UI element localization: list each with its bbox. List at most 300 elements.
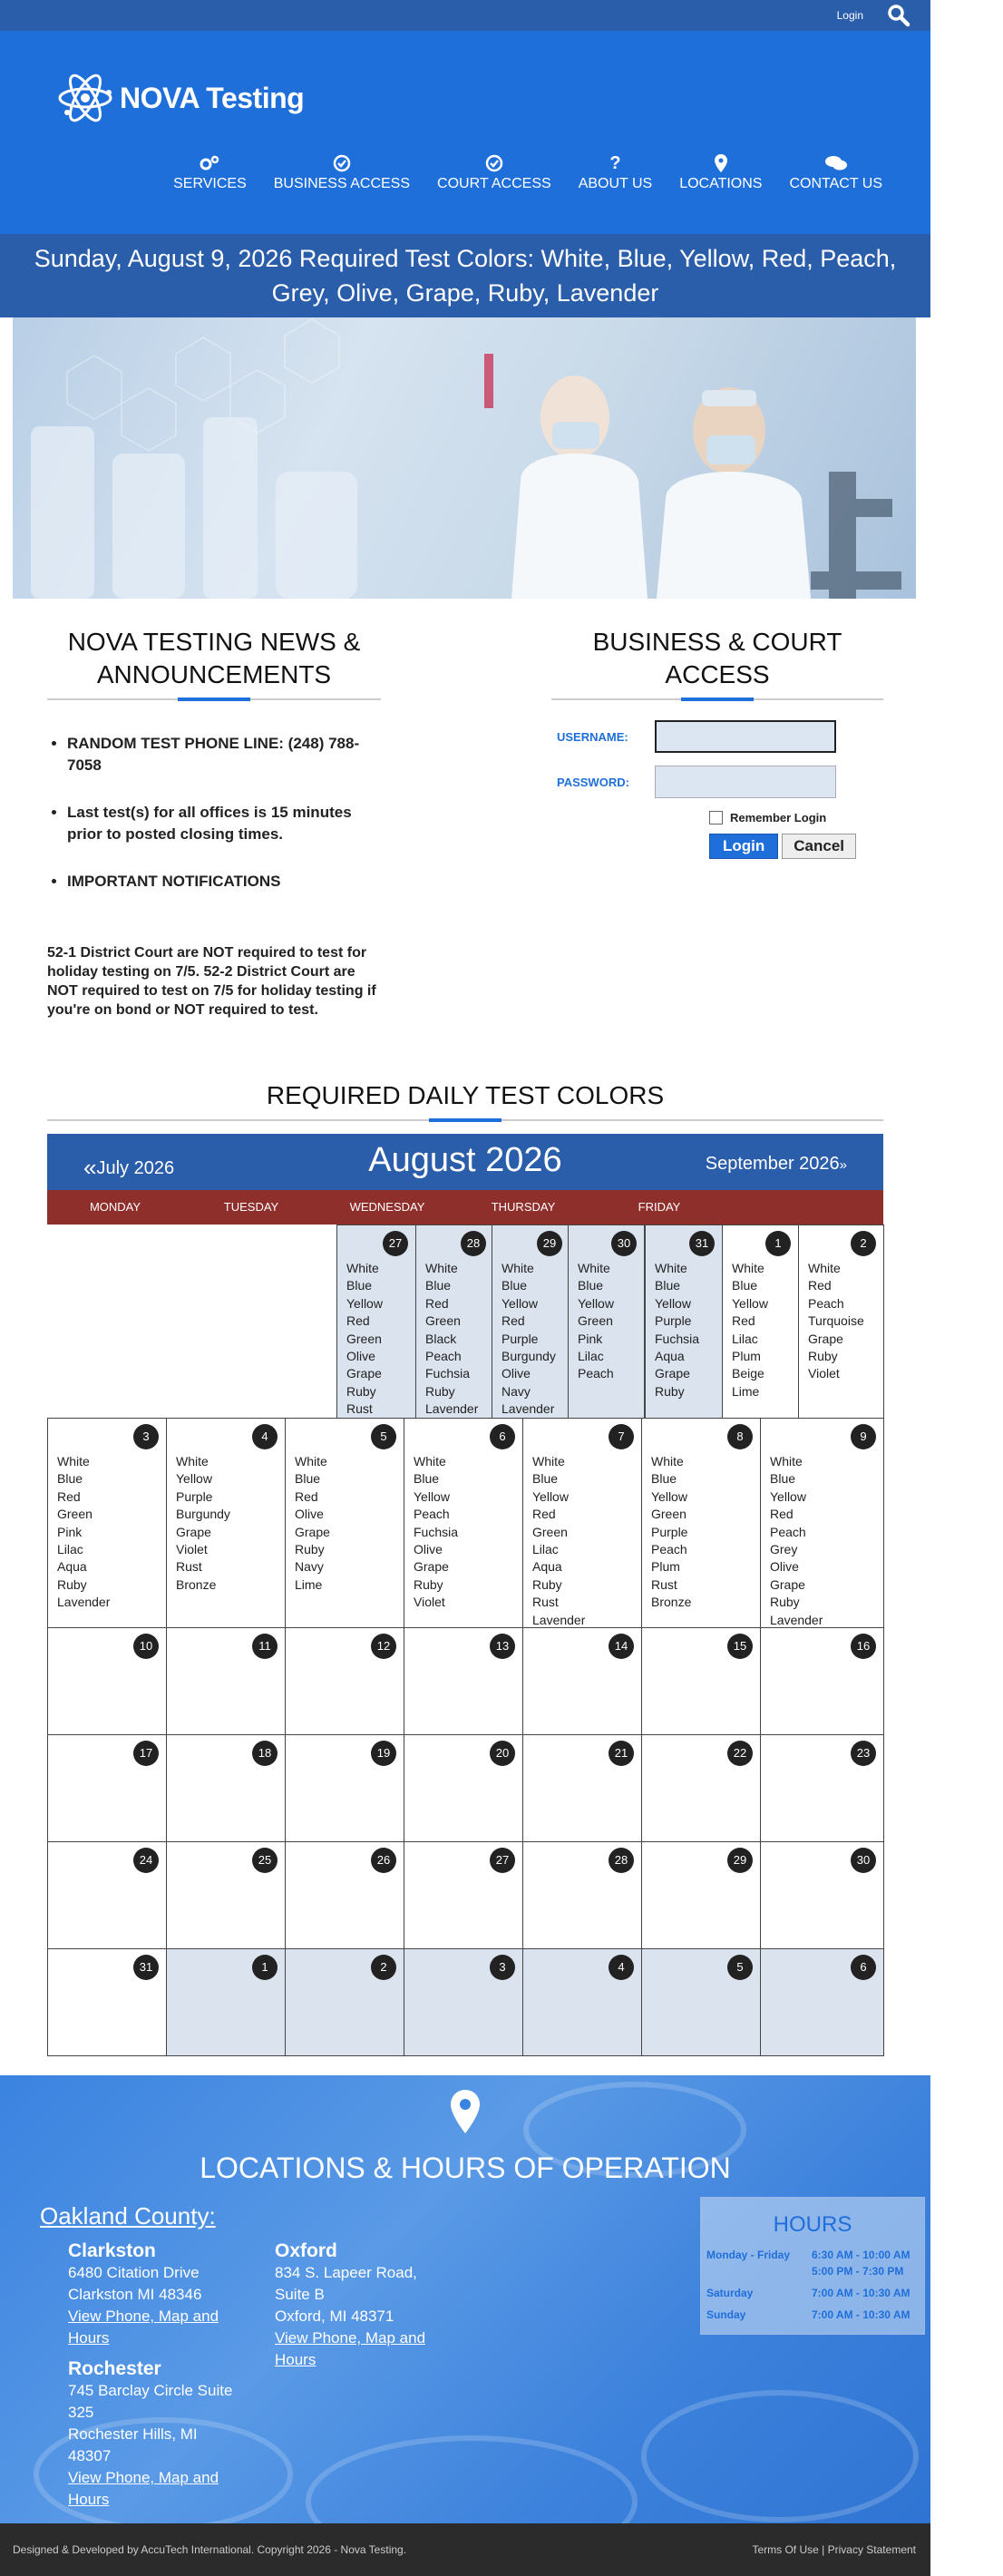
title-divider <box>551 698 883 700</box>
color-name: Red <box>425 1295 449 1311</box>
day-number-badge: 15 <box>727 1634 753 1659</box>
copyright-bar <box>0 2523 930 2576</box>
color-name: Red <box>732 1313 755 1329</box>
color-name: Purple <box>651 1524 688 1539</box>
daily-colors-banner <box>0 234 930 317</box>
calendar-day <box>415 1225 494 1419</box>
day-number-badge: 2 <box>851 1231 876 1256</box>
color-name: Burgundy <box>502 1349 556 1364</box>
day-number-badge: 2 <box>371 1955 396 1980</box>
color-name: Peach <box>651 1542 687 1557</box>
hours-time: 7:00 AM - 10:30 AM <box>812 2308 910 2321</box>
site-header <box>0 31 930 234</box>
main-nav <box>160 154 896 192</box>
color-name: Blue <box>295 1471 321 1487</box>
color-name: Ruby <box>346 1383 376 1399</box>
calendar-day <box>404 1734 523 1842</box>
color-name: Beige <box>732 1366 764 1381</box>
color-name: Pink <box>57 1524 83 1539</box>
color-name: Yellow <box>176 1471 212 1487</box>
office-address: Rochester Hills, MI <box>68 2425 198 2443</box>
day-number-badge: 1 <box>252 1955 278 1980</box>
color-name: Yellow <box>532 1488 569 1504</box>
calendar-day <box>641 1418 761 1628</box>
color-name: Lime <box>295 1576 323 1592</box>
calendar-day <box>722 1225 799 1419</box>
calendar-day <box>641 1841 761 1949</box>
calendar-day <box>760 1841 884 1949</box>
day-number-badge: 21 <box>609 1741 634 1766</box>
news-title-line: ANNOUNCEMENTS <box>96 660 332 688</box>
news-list <box>47 733 381 893</box>
calendar-day <box>641 1948 761 2056</box>
site-logo[interactable] <box>56 69 304 127</box>
day-number-badge: 1 <box>765 1231 791 1256</box>
day-number-badge: 25 <box>252 1848 278 1873</box>
day-number-badge: 28 <box>609 1848 634 1873</box>
calendar-day <box>641 1734 761 1842</box>
calendar-day <box>760 1627 884 1735</box>
chat-bubbles-icon <box>825 154 847 172</box>
color-name: Blue <box>346 1278 373 1293</box>
day-number-badge: 26 <box>371 1848 396 1873</box>
map-pin-icon <box>451 2090 480 2133</box>
color-name: Red <box>346 1313 370 1329</box>
color-name: Lime <box>732 1383 760 1399</box>
office-link-text: Hours <box>68 2329 110 2347</box>
double-chevron-right-icon: » <box>839 1157 847 1173</box>
username-input[interactable] <box>655 720 836 753</box>
day-number-badge: 19 <box>371 1741 396 1766</box>
calendar-day <box>641 1627 761 1735</box>
color-name: Green <box>532 1524 568 1539</box>
day-number-badge: 22 <box>727 1741 753 1766</box>
day-number-badge: 31 <box>689 1231 715 1256</box>
check-circle-icon <box>333 154 351 172</box>
color-name: Red <box>770 1507 794 1522</box>
color-name: Navy <box>295 1559 324 1575</box>
calendar-day <box>166 1418 286 1628</box>
day-colors-list <box>532 1453 585 1629</box>
color-name: Black <box>425 1331 457 1346</box>
color-name: Rust <box>532 1595 559 1610</box>
color-name: Green <box>425 1313 461 1329</box>
color-name: Olive <box>346 1349 375 1364</box>
office-address: 325 <box>68 2404 94 2421</box>
color-name: Rust <box>176 1559 202 1575</box>
color-name: Grape <box>176 1524 211 1539</box>
current-month: August 2026 <box>368 1141 562 1179</box>
nav-services[interactable] <box>160 154 260 192</box>
color-name: Peach <box>770 1524 806 1539</box>
color-name: White <box>532 1454 565 1469</box>
color-name: Yellow <box>502 1295 538 1311</box>
calendar-day <box>47 1841 167 1949</box>
weekday-label: WEDNESDAY <box>349 1200 425 1214</box>
day-number-badge: 18 <box>252 1741 278 1766</box>
color-name: White <box>770 1454 803 1469</box>
calendar-day <box>568 1225 645 1419</box>
color-name: Yellow <box>346 1295 383 1311</box>
day-colors-list <box>295 1453 330 1594</box>
color-name: Yellow <box>655 1295 691 1311</box>
title-divider <box>47 698 381 700</box>
calendar-day <box>798 1225 884 1419</box>
color-name: Pink <box>578 1331 603 1346</box>
weekday-label-weekend <box>805 1190 883 1225</box>
hours-day <box>701 2265 812 2278</box>
office-name: Oxford <box>275 2240 337 2261</box>
color-name: Yellow <box>578 1295 614 1311</box>
color-name: Grape <box>808 1331 843 1346</box>
color-name: Bronze <box>176 1576 217 1592</box>
remember-checkbox[interactable] <box>709 811 723 825</box>
color-name: Lavender <box>532 1612 586 1627</box>
color-name: Blue <box>651 1471 677 1487</box>
day-number-badge: 23 <box>851 1741 876 1766</box>
hours-title: HOURS <box>773 2212 852 2237</box>
calendar-day <box>522 1734 642 1842</box>
color-name: Blue <box>425 1278 452 1293</box>
calendar-day <box>492 1225 570 1419</box>
day-colors-list <box>655 1260 699 1400</box>
color-name: Yellow <box>414 1488 450 1504</box>
calendar-day <box>47 1627 167 1735</box>
hero-image <box>13 317 916 599</box>
search-icon[interactable] <box>887 4 910 27</box>
calendar-day <box>522 1948 642 2056</box>
day-number-badge: 14 <box>609 1634 634 1659</box>
office-link-text: View Phone, Map and <box>68 2469 219 2486</box>
copyright-text: Designed & Developed by AccuTech International. Copyright 2026 - Nova Testing. <box>13 2543 407 2556</box>
color-name: Aqua <box>655 1349 685 1364</box>
office-address: Clarkston MI 48346 <box>68 2286 202 2303</box>
nav-contact-us[interactable] <box>775 154 896 192</box>
password-label: PASSWORD: <box>557 775 629 789</box>
test-colors-section <box>47 1079 883 1121</box>
calendar-day <box>285 1627 404 1735</box>
banner-line: Sunday, August 9, 2026 Required Test Colors: White, Blue, Yellow, Red, Peach, <box>34 245 897 272</box>
color-name: White <box>808 1261 841 1275</box>
hours-panel <box>700 2197 925 2335</box>
county-heading[interactable]: Oakland County: <box>40 2202 216 2230</box>
color-name: Yellow <box>770 1488 806 1504</box>
day-number-badge: 13 <box>490 1634 515 1659</box>
color-name: Grape <box>655 1366 690 1381</box>
color-name: Green <box>346 1331 382 1346</box>
calendar-day <box>47 1948 167 2056</box>
banner-line: Grey, Olive, Grape, Ruby, Lavender <box>271 279 659 307</box>
color-name: Ruby <box>295 1542 325 1557</box>
office-link-text: Hours <box>68 2491 110 2508</box>
locations-section <box>0 2075 930 2523</box>
calendar-day <box>760 1734 884 1842</box>
color-name: White <box>578 1261 610 1275</box>
color-name: Violet <box>176 1542 208 1557</box>
color-name: Blue <box>532 1471 559 1487</box>
color-name: Yellow <box>651 1488 687 1504</box>
office-link[interactable] <box>68 2308 219 2347</box>
color-name: Blue <box>732 1278 758 1293</box>
news-title-line: NOVA TESTING NEWS & <box>67 628 361 656</box>
locations-title: LOCATIONS & HOURS OF OPERATION <box>200 2152 731 2184</box>
color-name: Blue <box>578 1278 604 1293</box>
calendar-day <box>760 1418 884 1628</box>
color-name: Rust <box>651 1576 677 1592</box>
day-number-badge: 4 <box>609 1955 634 1980</box>
nav-about-us[interactable] <box>565 154 667 192</box>
day-colors-list <box>732 1260 768 1400</box>
day-colors-list <box>651 1453 691 1612</box>
calendar-day <box>47 1418 167 1628</box>
day-number-badge: 3 <box>490 1955 515 1980</box>
color-name: Red <box>502 1313 525 1329</box>
calendar-day <box>285 1734 404 1842</box>
office-link-text: View Phone, Map and <box>68 2308 219 2325</box>
color-name: Red <box>808 1278 832 1293</box>
nav-label: COURT ACCESS <box>437 176 551 191</box>
day-number-badge: 30 <box>611 1231 637 1256</box>
color-name: Blue <box>502 1278 528 1293</box>
day-number-badge: 20 <box>490 1741 515 1766</box>
nav-label: SERVICES <box>173 176 247 191</box>
hours-time: 6:30 AM - 10:00 AM <box>812 2249 910 2261</box>
nav-court-access[interactable] <box>424 154 565 192</box>
color-name: White <box>502 1261 534 1275</box>
color-name: Violet <box>808 1366 840 1381</box>
office-address: Oxford, MI 48371 <box>275 2308 394 2325</box>
color-name: Olive <box>502 1366 531 1381</box>
access-section <box>551 626 883 859</box>
day-colors-list <box>414 1453 458 1612</box>
day-number-badge: 27 <box>383 1231 408 1256</box>
prev-month-label: July 2026 <box>96 1158 175 1178</box>
check-circle-icon <box>485 154 503 172</box>
office-address: Suite B <box>275 2286 325 2303</box>
next-month-link[interactable] <box>706 1154 847 1175</box>
day-number-badge: 12 <box>371 1634 396 1659</box>
day-colors-list <box>578 1260 614 1383</box>
color-name: Blue <box>770 1471 796 1487</box>
day-number-badge: 3 <box>133 1424 159 1449</box>
day-number-badge: 6 <box>490 1424 515 1449</box>
day-number-badge: 11 <box>252 1634 278 1659</box>
color-name: Purple <box>655 1313 692 1329</box>
nav-label: BUSINESS ACCESS <box>273 176 411 191</box>
day-colors-list <box>57 1453 110 1612</box>
color-name: Olive <box>295 1507 324 1522</box>
color-name: Grape <box>770 1576 805 1592</box>
day-colors-list <box>502 1260 556 1419</box>
day-number-badge: 10 <box>133 1634 159 1659</box>
day-colors-list <box>176 1453 230 1594</box>
color-name: Green <box>651 1507 687 1522</box>
color-name: Lavender <box>502 1401 555 1417</box>
hours-day: Monday - Friday <box>706 2249 791 2261</box>
color-name: Lilac <box>57 1542 83 1557</box>
color-name: Lilac <box>578 1349 604 1364</box>
color-name: Purple <box>502 1331 539 1346</box>
color-name: Blue <box>414 1471 440 1487</box>
day-colors-list <box>770 1453 823 1629</box>
color-name: Ruby <box>655 1383 685 1399</box>
office-oxford <box>275 2240 425 2371</box>
weekday-label-weekend <box>727 1190 805 1225</box>
office-link-text: View Phone, Map and <box>275 2329 426 2347</box>
remember-label: Remember Login <box>730 811 827 825</box>
office-address: 834 S. Lapeer Road, <box>275 2264 417 2281</box>
office-link[interactable] <box>275 2329 425 2368</box>
color-name: Olive <box>770 1559 799 1575</box>
color-name: Fuchsia <box>414 1524 459 1539</box>
color-name: Fuchsia <box>655 1331 700 1346</box>
day-number-badge: 31 <box>133 1955 159 1980</box>
color-name: Plum <box>732 1349 761 1364</box>
day-number-badge: 27 <box>490 1848 515 1873</box>
calendar-day <box>522 1627 642 1735</box>
weekday-label: FRIDAY <box>638 1200 681 1214</box>
color-name: Ruby <box>57 1576 87 1592</box>
cancel-button[interactable]: Cancel <box>782 834 856 859</box>
color-name: Blue <box>655 1278 681 1293</box>
office-link[interactable] <box>68 2469 219 2508</box>
title-divider <box>47 1119 883 1121</box>
color-name: White <box>176 1454 209 1469</box>
color-name: White <box>732 1261 764 1275</box>
day-number-badge: 17 <box>133 1741 159 1766</box>
color-name: Grape <box>295 1524 330 1539</box>
access-title: BUSINESS & COURT ACCESS <box>592 628 842 688</box>
day-number-badge: 28 <box>461 1231 486 1256</box>
office-name: Clarkston <box>68 2240 156 2261</box>
legal-links <box>752 2543 916 2556</box>
map-pin-icon <box>715 154 727 172</box>
color-name: Ruby <box>425 1383 455 1399</box>
color-name: Green <box>578 1313 613 1329</box>
calendar-day <box>404 1948 523 2056</box>
office-address: 48307 <box>68 2447 112 2464</box>
nav-locations[interactable] <box>666 154 775 192</box>
color-name: White <box>295 1454 327 1469</box>
color-name: Purple <box>176 1488 213 1504</box>
color-name: White <box>655 1261 687 1275</box>
day-number-badge: 7 <box>609 1424 634 1449</box>
day-number-badge: 5 <box>371 1424 396 1449</box>
color-name: Navy <box>502 1383 531 1399</box>
calendar-day <box>404 1841 523 1949</box>
color-name: Lavender <box>57 1595 111 1610</box>
calendar-day <box>166 1627 286 1735</box>
news-title <box>47 626 381 691</box>
color-name: Lilac <box>532 1542 559 1557</box>
nav-business-access[interactable] <box>260 154 424 192</box>
hours-time: 7:00 AM - 10:30 AM <box>812 2287 910 2299</box>
day-number-badge: 24 <box>133 1848 159 1873</box>
password-input[interactable] <box>655 766 836 798</box>
day-number-badge: 30 <box>851 1848 876 1873</box>
color-name: Lavender <box>770 1612 823 1627</box>
day-number-badge: 16 <box>851 1634 876 1659</box>
calendar-day <box>166 1734 286 1842</box>
logo-text: NOVA Testing <box>120 81 305 114</box>
color-name: Peach <box>808 1295 844 1311</box>
color-name: Grape <box>346 1366 382 1381</box>
calendar-day <box>47 1734 167 1842</box>
color-name: Aqua <box>532 1559 562 1575</box>
color-name: Red <box>532 1507 556 1522</box>
color-name: Aqua <box>57 1559 87 1575</box>
color-name: Bronze <box>651 1595 692 1610</box>
color-name: Fuchsia <box>425 1366 471 1381</box>
calendar-day <box>166 1948 286 2056</box>
news-item-phone: • RANDOM TEST PHONE LINE: (248) 788-7058 <box>67 733 381 776</box>
color-name: Peach <box>578 1366 614 1381</box>
hours-day: Saturday <box>706 2287 754 2299</box>
terms-link[interactable]: Terms Of Use <box>752 2543 819 2556</box>
calendar-day <box>166 1841 286 1949</box>
calendar-day <box>285 1948 404 2056</box>
office-address: 745 Barclay Circle Suite <box>68 2382 233 2399</box>
office-rochester <box>68 2358 249 2511</box>
login-link[interactable]: Login <box>836 9 863 22</box>
color-name: White <box>414 1454 446 1469</box>
login-button[interactable]: Login <box>709 834 778 859</box>
legal-separator: | <box>822 2543 825 2556</box>
calendar-header <box>47 1134 883 1190</box>
color-name: Blue <box>57 1471 83 1487</box>
office-link-text: Hours <box>275 2351 316 2368</box>
color-name: Green <box>57 1507 93 1522</box>
calendar-day <box>285 1841 404 1949</box>
privacy-link[interactable]: Privacy Statement <box>827 2543 916 2556</box>
color-name: White <box>57 1454 90 1469</box>
color-name: Grey <box>770 1542 798 1557</box>
calendar-day <box>645 1225 723 1419</box>
color-name: Plum <box>651 1559 680 1575</box>
nav-label: LOCATIONS <box>679 176 763 191</box>
color-name: Ruby <box>770 1595 800 1610</box>
color-name: Grape <box>414 1559 449 1575</box>
question-icon: ? <box>609 152 621 173</box>
calendar-day <box>522 1418 642 1628</box>
color-name: White <box>651 1454 684 1469</box>
top-bar <box>0 0 930 31</box>
hours-day: Sunday <box>706 2308 746 2321</box>
day-number-badge: 5 <box>727 1955 753 1980</box>
calendar-day <box>285 1418 404 1628</box>
day-colors-list <box>808 1260 864 1383</box>
weekday-label: THURSDAY <box>491 1200 556 1214</box>
color-name: Burgundy <box>176 1507 230 1522</box>
news-item-notifications: • IMPORTANT NOTIFICATIONS <box>67 871 381 893</box>
court-notice: 52-1 District Court are NOT required to test for holiday testing on 7/5. 52-2 District Court are NOT required to test on 7/5 for holiday testing if you're on bond or NOT required to test. <box>47 945 376 1018</box>
weekday-header <box>47 1190 883 1225</box>
calendar-day <box>404 1627 523 1735</box>
calendar-day <box>336 1225 416 1419</box>
color-name: Yellow <box>732 1295 768 1311</box>
color-name: Ruby <box>414 1576 443 1592</box>
next-month-label: September 2026 <box>705 1154 840 1174</box>
day-colors-list <box>425 1260 478 1419</box>
color-name: Ruby <box>808 1349 838 1364</box>
calendar-day <box>522 1841 642 1949</box>
color-name: Red <box>57 1488 81 1504</box>
calendar-day <box>760 1948 884 2056</box>
office-name: Rochester <box>68 2358 161 2379</box>
news-item-closing: • Last test(s) for all offices is 15 minutes prior to posted closing times. <box>67 802 381 845</box>
weekday-label: MONDAY <box>89 1200 141 1214</box>
calendar-day <box>404 1418 523 1628</box>
